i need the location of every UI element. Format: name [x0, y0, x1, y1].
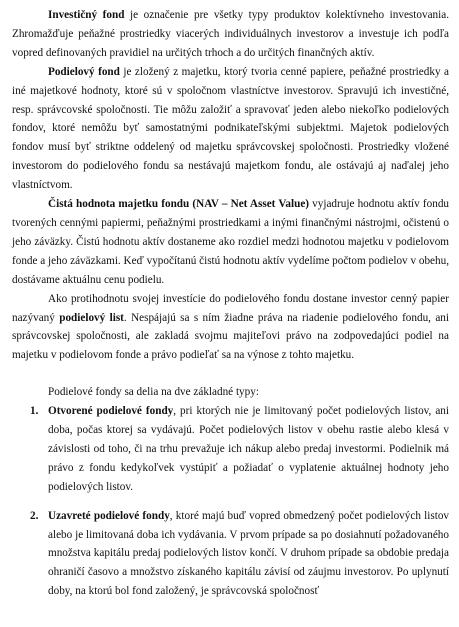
paragraph-text: je zložený z majetku, ktorý tvoria cenné papiere, peňažné prostriedky a iné majetkové hodnoty, ktoré sú v spoločnom vlastníctve investorov. Spravujú ich investičné, resp. správcovské spoločnosti. Tie môžu založiť a spravovať jeden alebo niekoľko podielových fondov, ktoré nemôžu byť samostatnými podnikateľskými subjektmi. Majetok podielových fondov musí byť striktne oddelený od majetku správcovskej spoločnosti. Prostriedky vložené investorom do podielového fondu sa nestávajú majetkom fondu, ale ostávajú aj naďalej jeho vlastníctvom.: [12, 65, 449, 192]
paragraph-nav: [12, 195, 449, 290]
fund-types-list: [12, 402, 449, 601]
list-item-text: , pri ktorých nie je limitovaný počet podielových listov, ani doba, počas ktorej sa vydávajú. Počet podielových listov v obehu rastie alebo klesá v závislosti od toho, či na trhu prevažuje ich nákup alebo predaj investormi. Podielnik má právo z fondu kedykoľvek vystúpiť a požiadať o vyplatenie aktuálnej hodnoty jeho podielových listov.: [48, 405, 450, 493]
term-closed-funds: Uzavreté podielové fondy: [48, 509, 170, 522]
paragraph-text: Ako protihodnotu svojej investície do podielového fondu dostane investor cenný papier nazývaný: [12, 292, 449, 324]
paragraph-mutual-fund: [12, 63, 449, 195]
list-number: 1.: [30, 405, 39, 418]
paragraph-investment-fund: [12, 6, 449, 63]
term-open-funds: Otvorené podielové fondy: [48, 405, 174, 418]
list-item-closed-funds: [12, 507, 449, 602]
term-unit-certificate: podielový list: [59, 311, 124, 324]
term-mutual-fund: Podielový fond: [48, 65, 120, 78]
list-item-text: , ktoré majú buď vopred obmedzený počet podielových listov alebo je limitovaná doba ich vydávania. V prvom prípade sa po dosiahnutí požadovaného množstva kapitálu predaj podielových listov končí. V druhom prípade sa obdobie predaja ohraničí časovo a množstvo získaného kapitálu závisí od záujmu investorov. Po uplynutí doby, na ktorú bol fond založený, je správcovská spoločnosť: [48, 509, 450, 598]
paragraph-text: . Nespájajú sa s ním žiadne práva na riadenie podielového fondu, ani správcovskej spoločnosti, ale zakladá svojmu majiteľovi právo na zodpovedajúci podiel na majetku v podielovom fonde a právo podieľať sa na výnose z tohto majetku.: [12, 311, 449, 362]
list-item-open-funds: [12, 402, 449, 497]
paragraph-unit-certificate: [12, 290, 449, 366]
list-intro: Podielové fondy sa delia na dve základné typy:: [48, 386, 259, 399]
term-investment-fund: Investičný fond: [48, 9, 125, 21]
paragraph-text: je označenie pre všetky typy produktov kolektívneho investovania. Zhromažďuje peňažné prostriedky viacerých individuálnych investorov a investuje ich podľa vopred definovaných pravidiel na určitých trhoch a do určitých finančných aktív.: [12, 9, 449, 59]
paragraph-text: vyjadruje hodnotu aktív fondu tvorených cennými papiermi, peňažnými prostriedkami a inými finančnými nástrojmi, očistenú o jeho záväzky. Čistú hodnotu aktív dostaneme ako rozdiel medzi hodnotou majetku v podielovom fonde a jeho záväzkami. Keď vypočítanú čistú hodnotu aktív vydelíme počtom podielov v obehu, dostávame aktuálnu cenu podielu.: [12, 198, 450, 286]
term-nav: Čistá hodnota majetku fondu (NAV – Net Asset Value): [48, 198, 310, 211]
list-number: 2.: [30, 509, 39, 522]
blank-line: [12, 365, 449, 383]
